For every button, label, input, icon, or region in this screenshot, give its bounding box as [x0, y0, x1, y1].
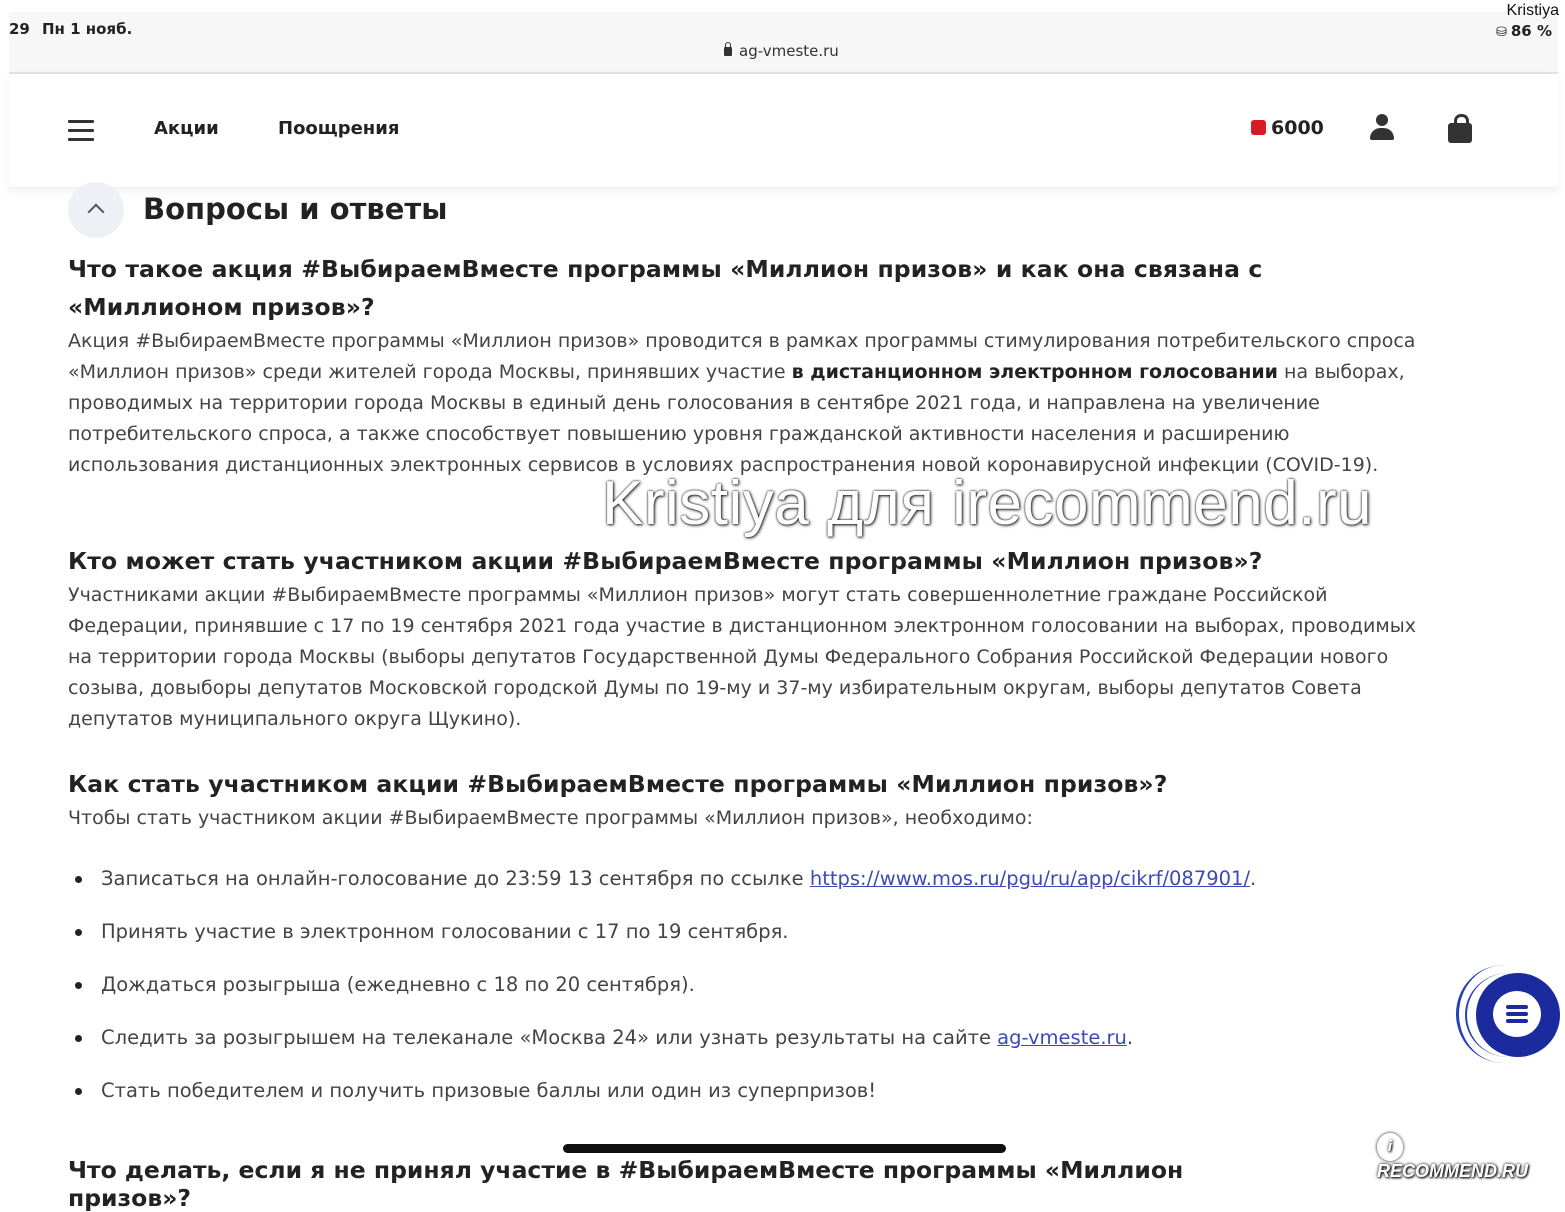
user-icon[interactable] — [1369, 114, 1395, 142]
watermark: Kristiya для irecommend.ru — [602, 469, 1373, 538]
faq-item-3 — [68, 765, 1438, 834]
photo-edge — [0, 0, 9, 1175]
menu-icon[interactable] — [68, 120, 94, 142]
list-item: Записаться на онлайн-голосование до 23:59 13 сентября по ссылке https://www.mos.ru/pgu/ru/app/cikrf/087901/. — [72, 852, 1372, 905]
points-value: 6000 — [1271, 117, 1324, 139]
site-header — [9, 74, 1558, 188]
faq-item-1 — [68, 250, 1438, 481]
irecommend-mark-icon: i — [1377, 1133, 1403, 1161]
battery-percent: 86 % — [1510, 22, 1552, 40]
faq-answer-1: Акция #ВыбираемВместе программы «Миллион призов» проводится в рамках программы стимулирования потребительского спроса «Миллион призов» среди жителей города Москвы, принявших участие в дистанционном электронном голосовании на выборах, проводимых на территории города Москвы в единый день голосования в сентябре 2021 года, и направлена на увеличение потребительского спроса, а также способствует повышению уровня гражданской активности населения и расширению использования дистанционных электронных сервисов в условиях распространения новой коронавирусной инфекции (COVID-19). — [68, 330, 1416, 476]
faq-title: Вопросы и ответы — [143, 192, 448, 226]
list-item: Принять участие в электронном голосовании с 17 по 19 сентября. — [72, 905, 1372, 958]
address-bar[interactable] — [724, 42, 839, 60]
collapse-faq-button[interactable] — [68, 182, 124, 238]
author-tag: Kristiya — [1506, 2, 1559, 19]
steps-list — [72, 852, 1372, 1117]
lock-icon — [724, 47, 732, 56]
list-item: Дождаться розыгрыша (ежедневно с 18 по 20 сентября). — [72, 958, 1372, 1011]
chat-button[interactable] — [1456, 963, 1560, 1067]
site-link[interactable]: ag-vmeste.ru — [997, 1026, 1127, 1049]
home-indicator[interactable] — [563, 1144, 1006, 1153]
faq-item-2 — [68, 542, 1438, 735]
status-date: Пн 1 нояб. — [42, 20, 133, 38]
faq-answer-2: Участниками акции #ВыбираемВместе программы «Миллион призов» могут стать совершеннолетние граждане Российской Федерации, принявшие с 17 по 19 сентября 2021 года участие в дистанционном электронном голосовании на выборах, проводимых на территории города Москвы (выборы депутатов Государственной Думы Федерального Собрания Российской Федерации нового созыва, довыборы депутатов Московской городской Думы по 19-му и 37-му избирательным округам, выборы депутатов Совета депутатов муниципального округа Щукино). — [68, 584, 1416, 730]
faq-question-2[interactable]: Кто может стать участником акции #ВыбираемВместе программы «Миллион призов»? — [68, 547, 1263, 575]
faq-answer-3: Чтобы стать участником акции #ВыбираемВместе программы «Миллион призов», необходимо: — [68, 807, 1033, 829]
status-time: 29 — [9, 20, 30, 38]
points-gem-icon — [1251, 120, 1266, 135]
nav-rewards[interactable]: Поощрения — [278, 118, 400, 139]
faq-question-1[interactable]: Что такое акция #ВыбираемВместе программы «Миллион призов» и как она связана с «Миллионом призов»? — [68, 255, 1263, 321]
cart-bag-icon[interactable] — [1447, 114, 1473, 144]
list-item: Следить за розыгрышем на телеканале «Москва 24» или узнать результаты на сайте ag-vmeste.ru. — [72, 1011, 1372, 1064]
registration-link[interactable]: https://www.mos.ru/pgu/ru/app/cikrf/087901/ — [809, 867, 1251, 890]
list-item: Стать победителем и получить призовые баллы или один из суперпризов! — [72, 1064, 1372, 1117]
points-balance[interactable] — [1251, 117, 1324, 139]
chat-icon — [1493, 991, 1541, 1037]
browser-status-bar — [9, 12, 1558, 74]
nav-promotions[interactable]: Акции — [154, 118, 219, 139]
battery-indicator — [1496, 22, 1552, 40]
chevron-up-icon — [88, 204, 105, 221]
irecommend-logo: iRECOMMEND.RU — [1373, 1133, 1565, 1163]
faq-question-4-partial[interactable]: Что делать, если я не принял участие в #ВыбираемВместе программы «Миллион призов»? — [68, 1156, 1184, 1212]
faq-question-3[interactable]: Как стать участником акции #ВыбираемВместе программы «Миллион призов»? — [68, 770, 1168, 798]
battery-icon: ⛁ — [1495, 25, 1507, 40]
address-url: ag-vmeste.ru — [739, 42, 839, 60]
